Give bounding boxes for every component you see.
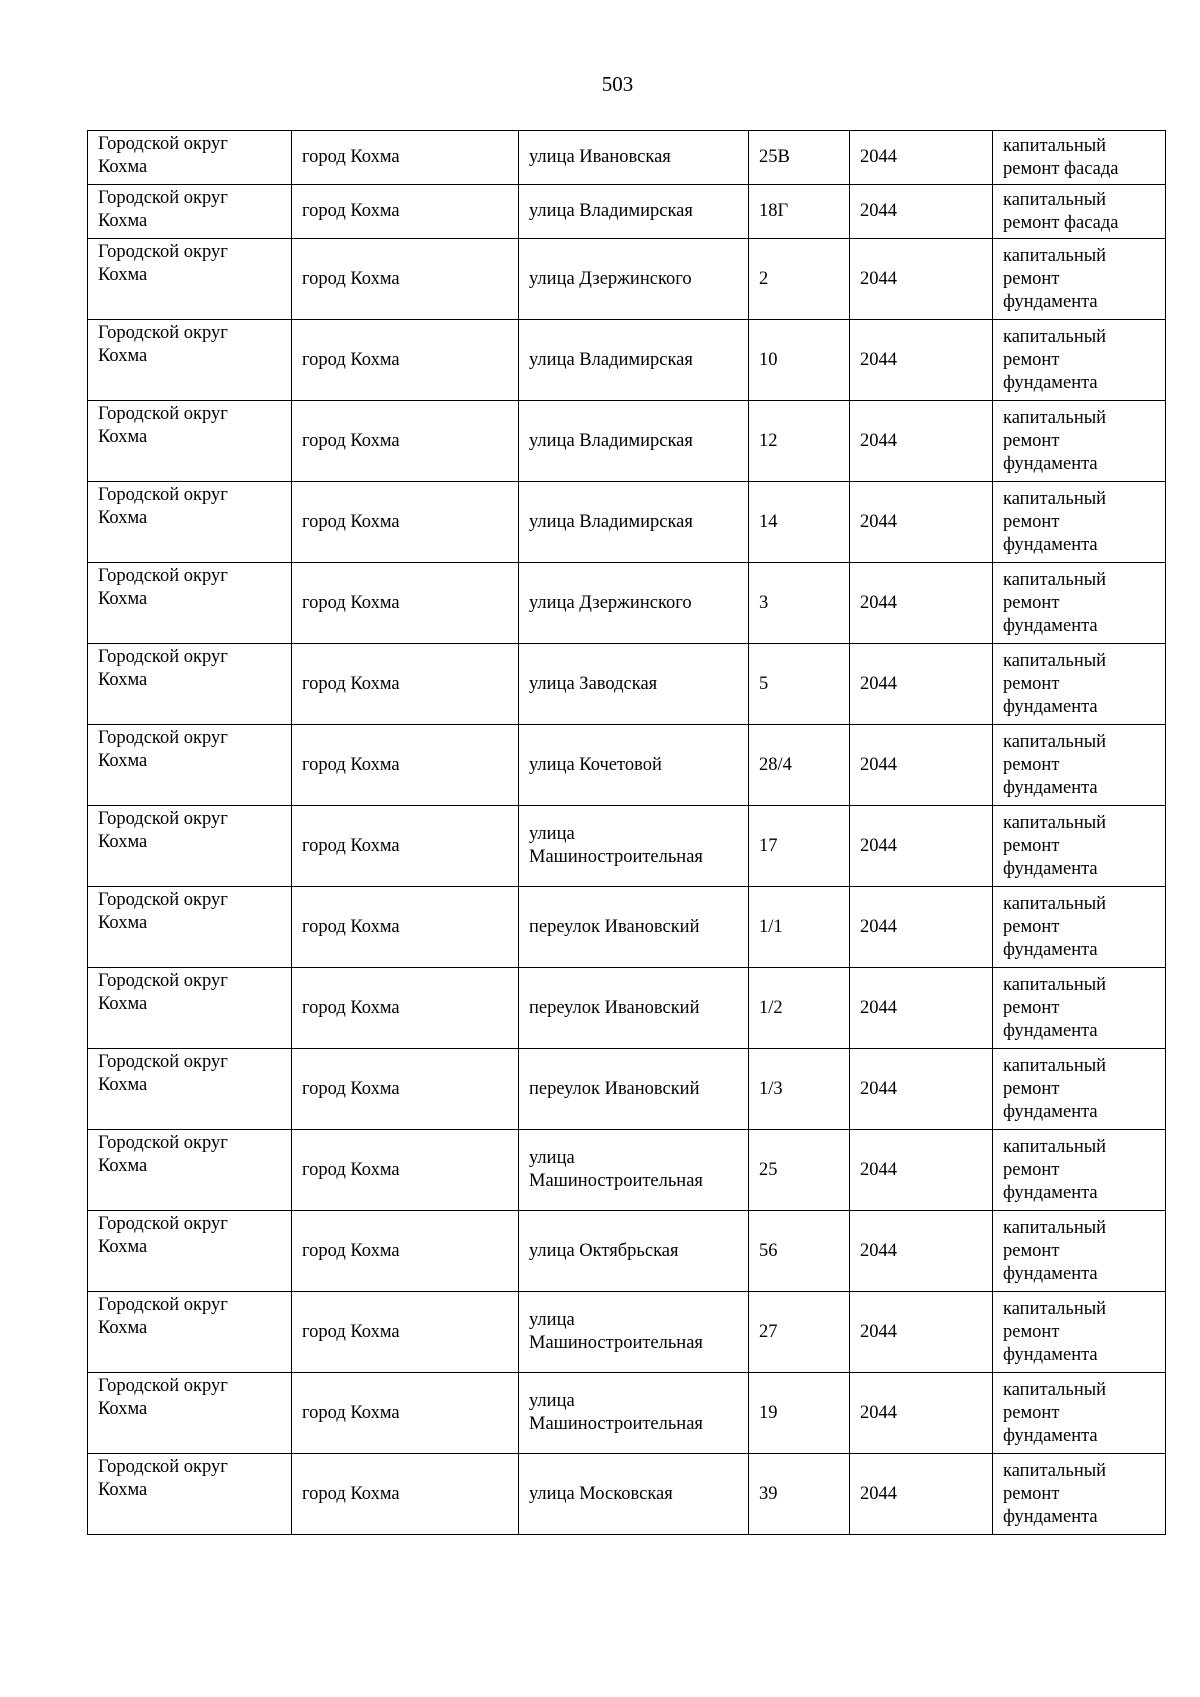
cell-city: город Кохма <box>292 401 519 482</box>
cell-street-line: улица Владимирская <box>529 430 693 451</box>
cell-okrug-line: Городской округ <box>98 1133 228 1153</box>
cell-house: 2 <box>749 239 850 320</box>
cell-work <box>993 1373 1166 1454</box>
cell-house: 27 <box>749 1292 850 1373</box>
cell-work-line: капитальный <box>1003 1298 1107 1319</box>
cell-year: 2044 <box>850 1130 993 1211</box>
cell-city: город Кохма <box>292 239 519 320</box>
cell-okrug <box>88 1454 292 1535</box>
cell-street-line: улица Ивановская <box>529 147 671 167</box>
cell-street-line: Машиностроительная <box>529 1171 703 1191</box>
cell-okrug-line: Городской округ <box>98 647 228 667</box>
cell-city: город Кохма <box>292 482 519 563</box>
cell-okrug-line: Городской округ <box>98 134 228 154</box>
table-row <box>88 1130 1166 1211</box>
cell-street <box>519 1130 749 1211</box>
cell-street-line: переулок Ивановский <box>529 1078 700 1099</box>
cell-street-line: улица Владимирская <box>529 511 693 532</box>
cell-work-line: ремонт <box>1003 997 1060 1018</box>
cell-work-line: капитальный <box>1003 1055 1107 1076</box>
table-row <box>88 563 1166 644</box>
cell-okrug <box>88 806 292 887</box>
cell-okrug-line: Кохма <box>98 913 148 933</box>
cell-okrug-line: Городской округ <box>98 728 228 748</box>
cell-house: 1/3 <box>749 1049 850 1130</box>
cell-work <box>993 320 1166 401</box>
cell-okrug-line: Кохма <box>98 832 148 852</box>
cell-okrug-line: Городской округ <box>98 809 228 829</box>
cell-okrug <box>88 185 292 239</box>
cell-work-line: капитальный <box>1003 488 1107 509</box>
table-row <box>88 887 1166 968</box>
cell-house: 19 <box>749 1373 850 1454</box>
cell-street <box>519 1373 749 1454</box>
cell-year: 2044 <box>850 482 993 563</box>
cell-year: 2044 <box>850 1211 993 1292</box>
cell-city: город Кохма <box>292 131 519 185</box>
table-row <box>88 482 1166 563</box>
cell-street <box>519 644 749 725</box>
cell-street <box>519 239 749 320</box>
cell-work <box>993 968 1166 1049</box>
cell-okrug-line: Кохма <box>98 670 148 690</box>
cell-work-line: капитальный <box>1003 569 1107 590</box>
cell-work <box>993 239 1166 320</box>
cell-work-line: капитальный <box>1003 731 1107 752</box>
cell-work <box>993 1049 1166 1130</box>
cell-work-line: капитальный <box>1003 650 1107 671</box>
cell-work-line: ремонт <box>1003 268 1060 289</box>
cell-okrug-line: Городской округ <box>98 1052 228 1072</box>
cell-okrug-line: Кохма <box>98 1399 148 1419</box>
cell-year: 2044 <box>850 401 993 482</box>
cell-okrug-line: Кохма <box>98 994 148 1014</box>
cell-street <box>519 806 749 887</box>
cell-work-line: ремонт <box>1003 349 1060 370</box>
table-row <box>88 806 1166 887</box>
cell-city: город Кохма <box>292 806 519 887</box>
cell-work <box>993 1130 1166 1211</box>
cell-okrug-line: Городской округ <box>98 485 228 505</box>
cell-work <box>993 1211 1166 1292</box>
cell-okrug <box>88 131 292 185</box>
cell-okrug-line: Городской округ <box>98 1295 228 1315</box>
cell-street-line: переулок Ивановский <box>529 916 700 937</box>
cell-okrug <box>88 644 292 725</box>
cell-work-line: капитальный <box>1003 893 1107 914</box>
cell-house: 1/2 <box>749 968 850 1049</box>
cell-okrug-line: Городской округ <box>98 971 228 991</box>
table-row <box>88 644 1166 725</box>
table-row <box>88 968 1166 1049</box>
cell-okrug-line: Кохма <box>98 211 148 231</box>
cell-street <box>519 320 749 401</box>
cell-year: 2044 <box>850 185 993 239</box>
cell-okrug-line: Городской округ <box>98 323 228 343</box>
cell-street <box>519 131 749 185</box>
cell-street-line: Машиностроительная <box>529 847 703 867</box>
cell-work-line: капитальный <box>1003 1217 1107 1238</box>
cell-work-line: фундамента <box>1003 858 1098 879</box>
cell-work-line: ремонт <box>1003 511 1060 532</box>
cell-work-line: капитальный <box>1003 1136 1107 1157</box>
cell-house: 56 <box>749 1211 850 1292</box>
cell-work <box>993 1454 1166 1535</box>
cell-okrug-line: Городской округ <box>98 1457 228 1477</box>
cell-work-line: ремонт <box>1003 754 1060 775</box>
cell-work-line: ремонт <box>1003 1402 1060 1423</box>
cell-year: 2044 <box>850 320 993 401</box>
cell-work-line: капитальный <box>1003 812 1107 833</box>
cell-okrug-line: Кохма <box>98 1318 148 1338</box>
cell-year: 2044 <box>850 1049 993 1130</box>
cell-city: город Кохма <box>292 1211 519 1292</box>
cell-street-line: улица <box>529 824 575 844</box>
cell-street <box>519 401 749 482</box>
table-row <box>88 185 1166 239</box>
cell-city: город Кохма <box>292 1454 519 1535</box>
cell-okrug <box>88 725 292 806</box>
cell-street-line: улица <box>529 1310 575 1330</box>
cell-okrug-line: Кохма <box>98 508 148 528</box>
cell-house: 5 <box>749 644 850 725</box>
cell-street <box>519 968 749 1049</box>
cell-city: город Кохма <box>292 968 519 1049</box>
cell-street <box>519 185 749 239</box>
cell-street-line: улица <box>529 1391 575 1411</box>
cell-work <box>993 482 1166 563</box>
cell-work-line: фундамента <box>1003 615 1098 636</box>
cell-work-line: капитальный <box>1003 1460 1107 1481</box>
cell-year: 2044 <box>850 239 993 320</box>
table-body <box>88 131 1166 1535</box>
cell-city: город Кохма <box>292 563 519 644</box>
cell-work-line: ремонт <box>1003 1483 1060 1504</box>
cell-okrug-line: Городской округ <box>98 566 228 586</box>
cell-okrug-line: Кохма <box>98 751 148 771</box>
cell-work-line: фундамента <box>1003 777 1098 798</box>
cell-okrug <box>88 1292 292 1373</box>
cell-work-line: фундамента <box>1003 939 1098 960</box>
cell-work-line: фундамента <box>1003 291 1098 312</box>
cell-year: 2044 <box>850 725 993 806</box>
cell-street-line: Машиностроительная <box>529 1333 703 1353</box>
cell-okrug <box>88 1049 292 1130</box>
cell-okrug-line: Городской округ <box>98 1376 228 1396</box>
cell-street-line: улица Владимирская <box>529 201 693 221</box>
cell-city: город Кохма <box>292 1049 519 1130</box>
cell-work-line: фундамента <box>1003 534 1098 555</box>
cell-okrug <box>88 563 292 644</box>
cell-work <box>993 563 1166 644</box>
table-row <box>88 1211 1166 1292</box>
cell-street <box>519 725 749 806</box>
cell-street-line: улица Кочетовой <box>529 754 662 775</box>
page-number: 503 <box>601 72 634 96</box>
cell-year: 2044 <box>850 1454 993 1535</box>
cell-work-line: ремонт <box>1003 835 1060 856</box>
cell-street-line: улица Московская <box>529 1483 673 1504</box>
cell-okrug <box>88 320 292 401</box>
cell-year: 2044 <box>850 644 993 725</box>
cell-city: город Кохма <box>292 1292 519 1373</box>
cell-house: 17 <box>749 806 850 887</box>
cell-house: 14 <box>749 482 850 563</box>
cell-street-line: улица Дзержинского <box>529 268 692 289</box>
cell-work-line: капитальный <box>1003 189 1107 210</box>
cell-work-line: фундамента <box>1003 1425 1098 1446</box>
cell-city: город Кохма <box>292 320 519 401</box>
cell-year: 2044 <box>850 131 993 185</box>
cell-house: 25В <box>749 131 850 185</box>
cell-okrug-line: Городской округ <box>98 404 228 424</box>
cell-street <box>519 563 749 644</box>
cell-work-line: ремонт <box>1003 1159 1060 1180</box>
cell-work-line: фундамента <box>1003 696 1098 717</box>
cell-house: 28/4 <box>749 725 850 806</box>
cell-work-line: ремонт <box>1003 1240 1060 1261</box>
cell-work <box>993 806 1166 887</box>
cell-city: город Кохма <box>292 725 519 806</box>
cell-street <box>519 887 749 968</box>
table-row <box>88 401 1166 482</box>
cell-work <box>993 725 1166 806</box>
cell-okrug <box>88 1373 292 1454</box>
cell-street-line: улица Владимирская <box>529 349 693 370</box>
cell-street-line: улица Октябрьская <box>529 1240 679 1261</box>
cell-okrug-line: Кохма <box>98 1480 148 1500</box>
cell-work-line: капитальный <box>1003 245 1107 266</box>
cell-okrug-line: Городской округ <box>98 1214 228 1234</box>
cell-okrug <box>88 1130 292 1211</box>
table-row <box>88 1373 1166 1454</box>
table-row <box>88 725 1166 806</box>
cell-okrug-line: Городской округ <box>98 188 228 208</box>
cell-work-line: фундамента <box>1003 1101 1098 1122</box>
cell-okrug <box>88 239 292 320</box>
cell-city: город Кохма <box>292 1373 519 1454</box>
cell-street-line: переулок Ивановский <box>529 997 700 1018</box>
cell-okrug-line: Кохма <box>98 265 148 285</box>
cell-street-line: Машиностроительная <box>529 1414 703 1434</box>
cell-work-line: капитальный <box>1003 407 1107 428</box>
cell-work-line: фундамента <box>1003 1506 1098 1527</box>
cell-work-line: ремонт фасада <box>1003 212 1119 233</box>
cell-work-line: ремонт <box>1003 430 1060 451</box>
cell-work <box>993 131 1166 185</box>
table-row <box>88 1049 1166 1130</box>
cell-house: 18Г <box>749 185 850 239</box>
cell-street <box>519 1211 749 1292</box>
cell-work-line: фундамента <box>1003 372 1098 393</box>
cell-house: 10 <box>749 320 850 401</box>
cell-street-line: улица <box>529 1148 575 1168</box>
cell-year: 2044 <box>850 1292 993 1373</box>
cell-street <box>519 482 749 563</box>
cell-city: город Кохма <box>292 644 519 725</box>
cell-house: 25 <box>749 1130 850 1211</box>
cell-work-line: ремонт <box>1003 1078 1060 1099</box>
cell-street <box>519 1292 749 1373</box>
cell-house: 39 <box>749 1454 850 1535</box>
table-row <box>88 131 1166 185</box>
cell-work-line: капитальный <box>1003 974 1107 995</box>
cell-street <box>519 1049 749 1130</box>
cell-street <box>519 1454 749 1535</box>
cell-work <box>993 887 1166 968</box>
housing-repair-table <box>87 130 1166 1535</box>
cell-okrug-line: Городской округ <box>98 242 228 262</box>
cell-year: 2044 <box>850 968 993 1049</box>
table-row <box>88 1292 1166 1373</box>
cell-okrug-line: Кохма <box>98 427 148 447</box>
cell-okrug-line: Кохма <box>98 346 148 366</box>
cell-okrug-line: Кохма <box>98 1156 148 1176</box>
cell-okrug <box>88 887 292 968</box>
cell-city: город Кохма <box>292 185 519 239</box>
cell-work-line: капитальный <box>1003 326 1107 347</box>
cell-work-line: ремонт <box>1003 916 1060 937</box>
cell-okrug-line: Кохма <box>98 1075 148 1095</box>
cell-house: 3 <box>749 563 850 644</box>
cell-house: 12 <box>749 401 850 482</box>
table-row <box>88 320 1166 401</box>
cell-work-line: фундамента <box>1003 1182 1098 1203</box>
cell-work <box>993 644 1166 725</box>
cell-city: город Кохма <box>292 887 519 968</box>
cell-year: 2044 <box>850 563 993 644</box>
cell-work-line: ремонт фасада <box>1003 158 1119 179</box>
cell-street-line: улица Дзержинского <box>529 592 692 613</box>
cell-work <box>993 1292 1166 1373</box>
cell-work-line: ремонт <box>1003 1321 1060 1342</box>
cell-work <box>993 185 1166 239</box>
cell-okrug <box>88 401 292 482</box>
cell-work-line: фундамента <box>1003 1263 1098 1284</box>
cell-okrug <box>88 968 292 1049</box>
cell-okrug-line: Кохма <box>98 589 148 609</box>
cell-year: 2044 <box>850 1373 993 1454</box>
cell-work-line: ремонт <box>1003 592 1060 613</box>
cell-work-line: капитальный <box>1003 1379 1107 1400</box>
cell-okrug <box>88 482 292 563</box>
cell-okrug-line: Кохма <box>98 157 148 177</box>
cell-work-line: фундамента <box>1003 453 1098 474</box>
cell-year: 2044 <box>850 806 993 887</box>
cell-city: город Кохма <box>292 1130 519 1211</box>
cell-okrug <box>88 1211 292 1292</box>
table-row <box>88 1454 1166 1535</box>
cell-house: 1/1 <box>749 887 850 968</box>
cell-okrug-line: Кохма <box>98 1237 148 1257</box>
cell-work-line: фундамента <box>1003 1020 1098 1041</box>
cell-year: 2044 <box>850 887 993 968</box>
cell-okrug-line: Городской округ <box>98 890 228 910</box>
cell-work <box>993 401 1166 482</box>
cell-work-line: ремонт <box>1003 673 1060 694</box>
cell-work-line: капитальный <box>1003 135 1107 156</box>
cell-work-line: фундамента <box>1003 1344 1098 1365</box>
cell-street-line: улица Заводская <box>529 673 658 694</box>
table-row <box>88 239 1166 320</box>
